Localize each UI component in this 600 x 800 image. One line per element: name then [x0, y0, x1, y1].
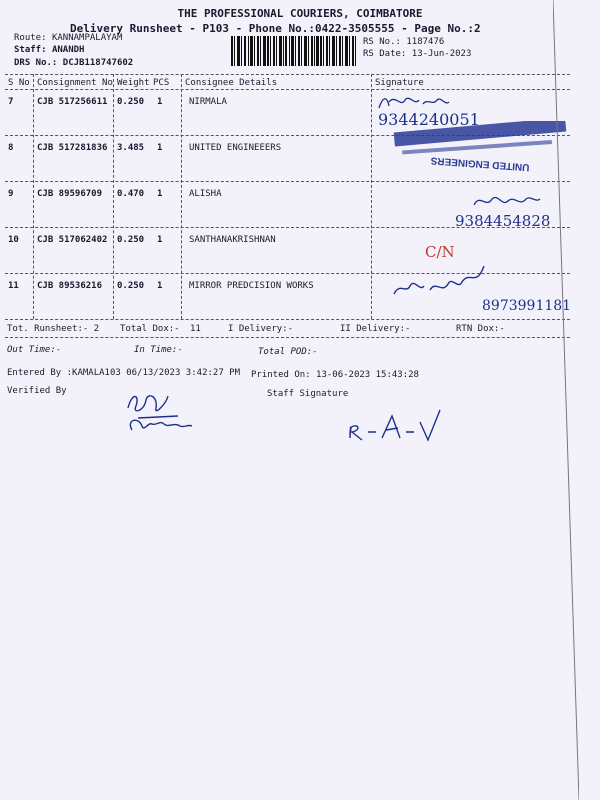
handwritten-signature — [390, 260, 500, 300]
row-consignee: UNITED ENGINEEERS — [189, 143, 282, 153]
drs-label: DRS No.: — [14, 58, 58, 68]
handwritten-phone: 9344240051 — [378, 110, 480, 129]
staff-line — [14, 45, 84, 55]
table-bottom-rule — [5, 319, 570, 320]
company-stamp — [390, 121, 570, 179]
row-consignment: CJB 517281836 — [37, 143, 108, 153]
col-header-signature: Signature — [375, 78, 424, 88]
out-time: Out Time:- — [7, 345, 62, 355]
row-consignee: SANTHANAKRISHNAN — [189, 235, 276, 245]
handwritten-phone: 8973991181 — [482, 298, 572, 314]
route-label: Route: — [14, 33, 47, 43]
table-top-rule — [5, 74, 570, 75]
rs-no-line — [363, 37, 444, 47]
handwritten-phone: 9384454828 — [455, 212, 551, 230]
summary-rule — [5, 337, 570, 338]
staff-signature — [340, 400, 460, 444]
rs-date-value: 13-Jun-2023 — [411, 49, 472, 59]
verifier-signature — [118, 386, 198, 442]
row-divider — [5, 181, 570, 182]
i-delivery: I Delivery:- — [228, 324, 294, 334]
total-dox-label: Total Dox:- — [120, 324, 180, 334]
row-weight: 0.250 — [117, 97, 145, 107]
col-divider — [33, 74, 34, 319]
route-value: KANNAMPALAYAM — [51, 33, 123, 43]
handwritten-signature — [470, 191, 545, 211]
staff-label: Staff: — [14, 45, 47, 55]
row-consignment: CJB 517062402 — [37, 235, 108, 245]
row-consignee: ALISHA — [189, 189, 222, 199]
row-weight: 0.250 — [117, 235, 145, 245]
row-weight: 0.470 — [117, 189, 145, 199]
staff-value: ANANDH — [51, 45, 85, 55]
row-pcs: 1 — [157, 143, 163, 153]
row-pcs: 1 — [157, 189, 163, 199]
row-sno: 7 — [8, 97, 14, 107]
printed-on: Printed On: 13-06-2023 15:43:28 — [251, 370, 419, 380]
row-consignment: CJB 517256611 — [37, 97, 108, 107]
row-pcs: 1 — [157, 97, 163, 107]
col-divider — [181, 74, 182, 319]
row-pcs: 1 — [157, 281, 163, 291]
drs-value: DCJB118747602 — [62, 58, 134, 68]
col-divider — [371, 74, 372, 319]
rs-date-line — [363, 49, 471, 59]
handwritten-note: C/N — [425, 243, 455, 261]
runsheet-subtitle: Delivery Runsheet - P103 - Phone No.:0422-3505555 - Page No.:2 — [70, 22, 481, 35]
entered-by: Entered By :KAMALA103 06/13/2023 3:42:27 PM — [7, 368, 240, 378]
col-header-weight: Weight — [117, 78, 150, 88]
row-consignee: NIRMALA — [189, 97, 227, 107]
page-fold-edge — [553, 0, 579, 800]
total-pod: Total POD:- — [258, 347, 318, 357]
col-header-sno: S No — [8, 78, 30, 88]
row-consignment: CJB 89536216 — [37, 281, 103, 291]
ii-delivery: II Delivery:- — [340, 324, 411, 334]
rs-no-value: 1187476 — [406, 37, 445, 47]
company-title: THE PROFESSIONAL COURIERS, COIMBATORE — [177, 7, 423, 20]
tot-runsheet: Tot. Runsheet:- 2 — [7, 324, 100, 334]
row-weight: 3.485 — [117, 143, 145, 153]
row-consignment: CJB 89596709 — [37, 189, 103, 199]
rs-date-label: RS Date: — [363, 49, 407, 59]
staff-signature-label: Staff Signature — [267, 389, 349, 399]
rtn-dox: RTN Dox:- — [456, 324, 505, 334]
col-header-consignee: Consignee Details — [185, 78, 278, 88]
row-sno: 11 — [8, 281, 19, 291]
route-line — [14, 33, 122, 43]
total-dox-value: 11 — [190, 324, 201, 334]
drs-line — [14, 58, 133, 68]
stamp-text: UNITED ENGINEERS — [430, 154, 530, 173]
barcode — [231, 36, 356, 66]
in-time: In Time:- — [134, 345, 183, 355]
table-header-rule — [5, 89, 570, 90]
verified-by: Verified By — [7, 386, 67, 396]
row-sno: 8 — [8, 143, 14, 153]
col-divider — [113, 74, 114, 319]
row-pcs: 1 — [157, 235, 163, 245]
row-sno: 9 — [8, 189, 14, 199]
row-consignee: MIRROR PREDCISION WORKS — [189, 281, 314, 291]
rs-no-label: RS No.: — [363, 37, 401, 47]
col-header-pcs: PCS — [153, 78, 170, 88]
col-header-consignment: Consignment No — [37, 78, 113, 88]
row-sno: 10 — [8, 235, 19, 245]
row-weight: 0.250 — [117, 281, 145, 291]
